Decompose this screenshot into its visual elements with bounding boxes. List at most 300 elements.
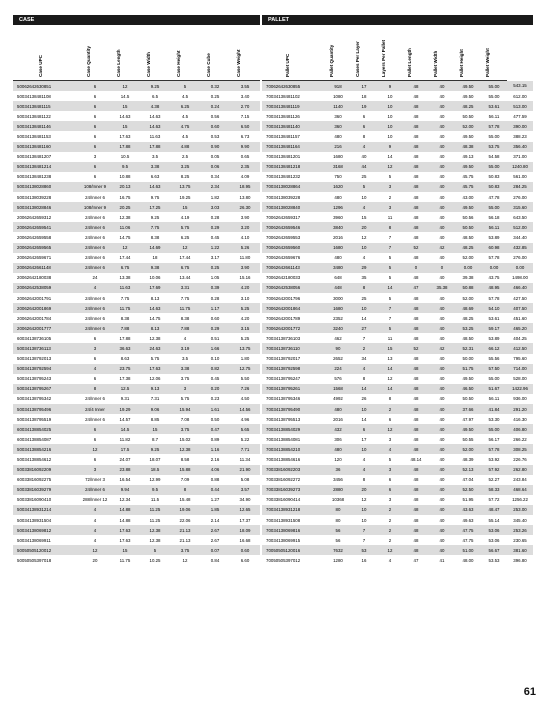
table-row xyxy=(13,343,260,353)
table-cell: 4 xyxy=(351,364,377,374)
table-cell: 344.40 xyxy=(507,232,533,242)
case-upc-cell: 50034138854216 xyxy=(13,444,80,454)
table-cell: 49.50 xyxy=(455,131,481,141)
table-cell: 0 xyxy=(429,263,455,273)
table-cell: 2880 xyxy=(325,485,351,495)
table-cell: 714.00 xyxy=(507,364,533,374)
table-row xyxy=(13,465,260,475)
case-upc-cell: 50062642630851 xyxy=(13,81,80,92)
case-upc-cell: 60034138736105 xyxy=(13,333,80,343)
table-cell: 17.88 xyxy=(140,142,170,152)
column-header xyxy=(230,25,260,81)
column-header xyxy=(13,25,80,81)
table-cell: 52 xyxy=(403,243,429,253)
table-cell: 20.13 xyxy=(110,182,140,192)
table-cell: 53.06 xyxy=(481,525,507,535)
table-cell: 15 xyxy=(110,545,140,555)
table-cell: 2652 xyxy=(325,354,351,364)
table-cell: 40 xyxy=(429,444,455,454)
table-cell: 40 xyxy=(429,333,455,343)
pallet-section-header: PALLET xyxy=(262,15,533,25)
table-cell: 11.63 xyxy=(140,131,170,141)
table-cell: 15 xyxy=(170,202,200,212)
table-cell: 24/Inner 6 xyxy=(80,212,110,222)
table-row xyxy=(262,495,533,505)
table-cell: 48 xyxy=(403,222,429,232)
pallet-upc-cell: 70034138795346 xyxy=(262,394,325,404)
table-cell: 1.66 xyxy=(200,343,230,353)
table-cell: 1.82 xyxy=(200,192,230,202)
table-cell: 11.82 xyxy=(110,434,140,444)
case-table-body xyxy=(13,81,260,566)
table-cell: 48 xyxy=(403,374,429,384)
table-cell: 6 xyxy=(80,434,110,444)
table-cell: 8.38 xyxy=(140,232,170,242)
table-cell: 17 xyxy=(351,81,377,92)
table-cell: 108/Inner 9 xyxy=(80,202,110,212)
pallet-upc-cell: 70034138069915 xyxy=(262,535,325,545)
table-cell: 24.63 xyxy=(140,343,170,353)
table-row xyxy=(262,81,533,92)
table-cell: 55.00 xyxy=(481,202,507,212)
column-header-label: Case Quantity xyxy=(86,46,91,77)
table-cell: 15 xyxy=(351,212,377,222)
table-cell: 24/Inner 6 xyxy=(80,313,110,323)
table-cell: 10.06 xyxy=(140,273,170,283)
column-header-label: Case Height xyxy=(176,50,181,77)
table-row xyxy=(13,505,260,515)
table-cell: 1620 xyxy=(325,182,351,192)
table-cell: 35 xyxy=(351,273,377,283)
table-cell: 52 xyxy=(403,343,429,353)
table-cell: 4992 xyxy=(325,394,351,404)
table-cell: 24/Inner 6 xyxy=(80,485,110,495)
table-cell: 24 xyxy=(80,273,110,283)
table-cell: 0.60 xyxy=(200,121,230,131)
table-cell: 36 xyxy=(325,465,351,475)
table-cell: 14 xyxy=(377,152,403,162)
table-cell: 56.11 xyxy=(481,222,507,232)
table-cell: 40 xyxy=(429,202,455,212)
column-header-label: Pallet Height xyxy=(459,49,464,77)
case-upc-cell: 20062642659565 xyxy=(13,243,80,253)
table-cell: 468.64 xyxy=(507,485,533,495)
table-cell: 3.38 xyxy=(170,364,200,374)
table-row xyxy=(13,81,260,92)
table-cell: 4.5 xyxy=(170,111,200,121)
table-cell: 0.00 xyxy=(455,263,481,273)
table-cell: 2.16 xyxy=(200,454,230,464)
table-cell: 284.25 xyxy=(507,182,533,192)
table-row xyxy=(13,111,260,121)
table-cell: 24/Inner 6 xyxy=(80,394,110,404)
table-cell: 48 xyxy=(403,162,429,172)
table-row xyxy=(13,313,260,323)
table-cell: 80 xyxy=(325,505,351,515)
column-header xyxy=(140,25,170,81)
table-cell: 40 xyxy=(429,192,455,202)
table-cell: 48 xyxy=(403,434,429,444)
case-upc-cell: 50034138481153 xyxy=(13,131,80,141)
table-cell: 9.5 xyxy=(140,485,170,495)
table-cell: 43.75 xyxy=(481,273,507,283)
table-cell: 1140 xyxy=(325,101,351,111)
table-cell: 48 xyxy=(403,525,429,535)
section-headers xyxy=(13,15,533,25)
table-cell: 8.13 xyxy=(140,323,170,333)
table-cell: 3.75 xyxy=(170,374,200,384)
table-cell: 56.17 xyxy=(481,434,507,444)
table-cell: 266.22 xyxy=(507,434,533,444)
case-upc-cell: 50034138854612 xyxy=(13,454,80,464)
pallet-upc-cell: 70034138854616 xyxy=(262,454,325,464)
table-cell: 466.40 xyxy=(507,283,533,293)
table-cell: 56.67 xyxy=(481,545,507,555)
table-row xyxy=(13,293,260,303)
pallet-table-body xyxy=(262,81,533,566)
table-cell: 416.30 xyxy=(507,414,533,424)
table-cell: 9.31 xyxy=(110,394,140,404)
table-cell: 40 xyxy=(351,152,377,162)
table-cell: 2 xyxy=(377,535,403,545)
table-cell: 412.50 xyxy=(507,343,533,353)
table-cell: 6 xyxy=(351,111,377,121)
table-cell: 0.51 xyxy=(200,333,230,343)
table-cell: 14 xyxy=(351,384,377,394)
pallet-upc-cell: 70034138931508 xyxy=(262,515,325,525)
product-spec-sheet xyxy=(13,15,533,566)
table-cell: 29 xyxy=(351,263,377,273)
table-cell: 54.58 xyxy=(481,152,507,162)
table-cell: 12 xyxy=(110,243,140,253)
table-cell: 36.63 xyxy=(110,343,140,353)
table-cell: 8 xyxy=(351,131,377,141)
table-cell: 1.27 xyxy=(200,495,230,505)
table-cell: 18.09 xyxy=(230,525,260,535)
case-upc-cell: 50050505120012 xyxy=(13,545,80,555)
table-cell: 407.50 xyxy=(507,303,533,313)
table-cell: 5.25 xyxy=(230,333,260,343)
table-row xyxy=(13,222,260,232)
table-cell: 2.34 xyxy=(200,182,230,192)
table-row xyxy=(13,232,260,242)
pallet-upc-cell: 70034138854210 xyxy=(262,444,325,454)
table-cell: 0.34 xyxy=(200,172,230,182)
table-cell: 57.78 xyxy=(481,444,507,454)
pallet-upc-cell: 70050505120016 xyxy=(262,545,325,555)
pallet-upc-cell: 70062642659317 xyxy=(262,212,325,222)
table-row xyxy=(13,525,260,535)
table-cell: 48 xyxy=(403,465,429,475)
table-cell: 648 xyxy=(325,273,351,283)
table-cell: 24.07 xyxy=(110,454,140,464)
table-cell: 0.88 xyxy=(200,475,230,485)
table-cell: 5 xyxy=(377,172,403,182)
table-cell: 12 xyxy=(351,232,377,242)
column-header-label: Case Weight xyxy=(236,49,241,77)
table-cell: 1256.22 xyxy=(507,495,533,505)
table-row xyxy=(13,172,260,182)
table-cell: 390.00 xyxy=(507,121,533,131)
table-cell: 406.80 xyxy=(507,424,533,434)
table-cell: 451.60 xyxy=(507,313,533,323)
table-cell: 0.45 xyxy=(200,374,230,384)
table-cell: 477.59 xyxy=(507,111,533,121)
table-cell: 23.75 xyxy=(110,364,140,374)
table-cell: 17.38 xyxy=(110,374,140,384)
table-row xyxy=(262,131,533,141)
table-cell: 360 xyxy=(325,111,351,121)
table-cell: 12 xyxy=(377,424,403,434)
table-cell: 20 xyxy=(351,222,377,232)
pallet-table xyxy=(262,25,533,566)
table-cell: 24/Inner 6 xyxy=(80,293,110,303)
table-cell: 1.05 xyxy=(200,273,230,283)
case-upc-cell: 50034138736113 xyxy=(13,343,80,353)
table-cell: 0.07 xyxy=(200,545,230,555)
table-cell: 16.68 xyxy=(230,535,260,545)
table-cell: 47.04 xyxy=(455,475,481,485)
table-cell: 55.00 xyxy=(481,162,507,172)
case-upc-cell: 50034138039228 xyxy=(13,192,80,202)
table-cell: 3.75 xyxy=(170,545,200,555)
table-cell: 404.25 xyxy=(507,333,533,343)
table-cell: 55.00 xyxy=(481,91,507,101)
pallet-upc-cell: 70050505397012 xyxy=(262,555,325,565)
table-cell: 55.14 xyxy=(481,515,507,525)
table-cell: 0.32 xyxy=(200,81,230,92)
pallet-upc-cell: 70034138481218 xyxy=(262,162,325,172)
case-upc-cell: 50034138795342 xyxy=(13,394,80,404)
case-upc-cell: 60034138854087 xyxy=(13,434,80,444)
table-cell: 2 xyxy=(377,515,403,525)
table-cell: 20 xyxy=(351,485,377,495)
table-cell: 53.53 xyxy=(481,555,507,565)
table-row xyxy=(13,323,260,333)
table-cell: 57.78 xyxy=(481,121,507,131)
table-cell: 8.38 xyxy=(170,313,200,323)
table-cell: 8 xyxy=(351,475,377,485)
table-cell: 48 xyxy=(403,101,429,111)
case-upc-cell: 50034138481146 xyxy=(13,121,80,131)
case-table xyxy=(13,25,260,566)
table-cell: 6 xyxy=(377,414,403,424)
table-cell: 48 xyxy=(403,515,429,525)
table-cell: 6 xyxy=(80,131,110,141)
table-cell: 48 xyxy=(403,192,429,202)
table-row xyxy=(13,152,260,162)
case-upc-cell: 50034138481238 xyxy=(13,172,80,182)
table-cell: 14 xyxy=(351,414,377,424)
table-cell: 4 xyxy=(351,253,377,263)
table-cell: 12 xyxy=(80,545,110,555)
table-cell: 53.89 xyxy=(481,232,507,242)
table-cell: 0.06 xyxy=(200,162,230,172)
table-cell: 14.57 xyxy=(110,414,140,424)
tables-wrapper xyxy=(13,25,533,566)
table-cell: 9.13 xyxy=(140,384,170,394)
pallet-upc-cell: 70034138481140 xyxy=(262,121,325,131)
table-cell: 750 xyxy=(325,172,351,182)
table-cell: 17.63 xyxy=(110,525,140,535)
table-cell: 3.38 xyxy=(140,162,170,172)
table-row xyxy=(262,91,533,101)
table-row xyxy=(262,253,533,263)
table-cell: 50.50 xyxy=(455,222,481,232)
table-cell: 0.82 xyxy=(200,364,230,374)
table-cell: 9.25 xyxy=(140,81,170,92)
table-cell: 308.25 xyxy=(507,444,533,454)
table-row xyxy=(13,444,260,454)
table-cell: 17.5 xyxy=(110,444,140,454)
table-cell: 26 xyxy=(351,394,377,404)
table-cell: 48 xyxy=(403,91,429,101)
table-cell: 48.25 xyxy=(455,243,481,253)
table-cell: 15 xyxy=(377,343,403,353)
table-row xyxy=(13,424,260,434)
table-row xyxy=(262,424,533,434)
table-cell: 6 xyxy=(351,121,377,131)
table-cell: 0.53 xyxy=(200,131,230,141)
table-cell: 4.50 xyxy=(230,394,260,404)
table-cell: 48 xyxy=(403,485,429,495)
table-cell: 48 xyxy=(403,333,429,343)
pallet-upc-cell: 70062642001789 xyxy=(262,313,325,323)
table-cell: 6.60 xyxy=(230,555,260,565)
table-cell: 4.19 xyxy=(170,212,200,222)
table-cell: 7 xyxy=(377,243,403,253)
table-cell: 3.5 xyxy=(140,152,170,162)
table-cell: 1.22 xyxy=(200,243,230,253)
table-cell: 226.76 xyxy=(507,454,533,464)
table-cell: 15 xyxy=(110,101,140,111)
table-cell: 52.00 xyxy=(455,293,481,303)
table-cell: 17.44 xyxy=(110,253,140,263)
pallet-upc-cell: 70034138039228 xyxy=(262,192,325,202)
table-cell: 47.97 xyxy=(455,414,481,424)
table-cell: 288/Inner 12 xyxy=(80,495,110,505)
pallet-upc-cell: 70034138795513 xyxy=(262,414,325,424)
table-cell: 3.75 xyxy=(170,424,200,434)
table-cell: 9 xyxy=(377,81,403,92)
table-cell: 24/Inner 6 xyxy=(80,323,110,333)
table-row xyxy=(13,182,260,192)
table-row xyxy=(13,162,260,172)
table-cell: 48 xyxy=(403,152,429,162)
table-cell: 6 xyxy=(80,172,110,182)
column-header-label: Case UPC xyxy=(37,55,43,77)
table-cell: 6.5 xyxy=(140,91,170,101)
table-cell: 9.94 xyxy=(110,485,140,495)
table-row xyxy=(13,364,260,374)
table-row xyxy=(262,465,533,475)
table-cell: 0.50 xyxy=(200,414,230,424)
table-cell: 14.88 xyxy=(110,505,140,515)
table-row xyxy=(262,515,533,525)
table-cell: 1.85 xyxy=(200,505,230,515)
pallet-header-row xyxy=(262,25,533,81)
pallet-upc-cell: 70034138481201 xyxy=(262,152,325,162)
table-cell: 12 xyxy=(170,555,200,565)
pallet-upc-cell: 70062642659553 xyxy=(262,232,325,242)
table-cell: 48 xyxy=(403,313,429,323)
table-cell: 6 xyxy=(80,121,110,131)
table-row xyxy=(13,475,260,485)
column-header xyxy=(110,25,140,81)
table-cell: 48.50 xyxy=(455,333,481,343)
table-row xyxy=(13,243,260,253)
table-cell: 3.5 xyxy=(170,354,200,364)
table-cell: 253.26 xyxy=(507,525,533,535)
table-cell: 48.95 xyxy=(481,283,507,293)
table-cell: 5.22 xyxy=(230,434,260,444)
table-cell: 2016 xyxy=(325,232,351,242)
table-cell: 51.75 xyxy=(455,364,481,374)
table-cell: 7 xyxy=(351,333,377,343)
table-cell: 24/Inner 6 xyxy=(80,232,110,242)
table-cell: 27 xyxy=(351,323,377,333)
table-cell: 7 xyxy=(351,535,377,545)
table-cell: 480 xyxy=(325,404,351,414)
table-cell: 2.35 xyxy=(230,162,260,172)
table-cell: 8.63 xyxy=(110,354,140,364)
table-cell: 6.50 xyxy=(230,121,260,131)
table-cell: 4.09 xyxy=(230,172,260,182)
table-cell: 381.60 xyxy=(507,545,533,555)
table-cell: 55.56 xyxy=(481,354,507,364)
table-cell: 41 xyxy=(429,555,455,565)
table-cell: 58.33 xyxy=(481,485,507,495)
table-cell: 18.95 xyxy=(230,182,260,192)
table-cell: 6.63 xyxy=(140,172,170,182)
pallet-upc-cell: 70034138736103 xyxy=(262,333,325,343)
table-cell: 9.38 xyxy=(140,263,170,273)
table-cell: 9.25 xyxy=(140,444,170,454)
table-cell: 12 xyxy=(377,545,403,555)
case-upc-cell: 20062642659671 xyxy=(13,253,80,263)
table-cell: 8 xyxy=(377,222,403,232)
case-upc-cell: 50034138028846 xyxy=(13,202,80,212)
table-row xyxy=(262,555,533,565)
table-cell: 4 xyxy=(377,555,403,565)
table-cell: 8.58 xyxy=(170,454,200,464)
table-cell: 48 xyxy=(403,142,429,152)
table-cell: 13.75 xyxy=(230,343,260,353)
table-cell: 10 xyxy=(351,303,377,313)
table-cell: 3.90 xyxy=(230,263,260,273)
table-cell: 936.00 xyxy=(507,394,533,404)
table-cell: 16.54 xyxy=(110,475,140,485)
table-cell: 47 xyxy=(403,555,429,565)
table-cell: 18.5 xyxy=(140,465,170,475)
table-cell: 5 xyxy=(351,182,377,192)
table-cell: 0.45 xyxy=(200,232,230,242)
table-cell: 10 xyxy=(377,101,403,111)
table-cell: 57.50 xyxy=(481,364,507,374)
case-upc-cell: 50034138931214 xyxy=(13,505,80,515)
table-cell: 22.06 xyxy=(170,515,200,525)
table-cell: 15.88 xyxy=(170,465,200,475)
table-cell: 7632 xyxy=(325,545,351,555)
case-upc-cell: 20062642001784 xyxy=(13,313,80,323)
table-cell: 14.63 xyxy=(140,182,170,192)
table-row xyxy=(13,555,260,565)
table-cell: 50.55 xyxy=(455,434,481,444)
column-header xyxy=(351,25,377,81)
table-cell: 1080 xyxy=(325,91,351,101)
table-cell: 14.5 xyxy=(110,91,140,101)
table-cell: 49.50 xyxy=(455,91,481,101)
